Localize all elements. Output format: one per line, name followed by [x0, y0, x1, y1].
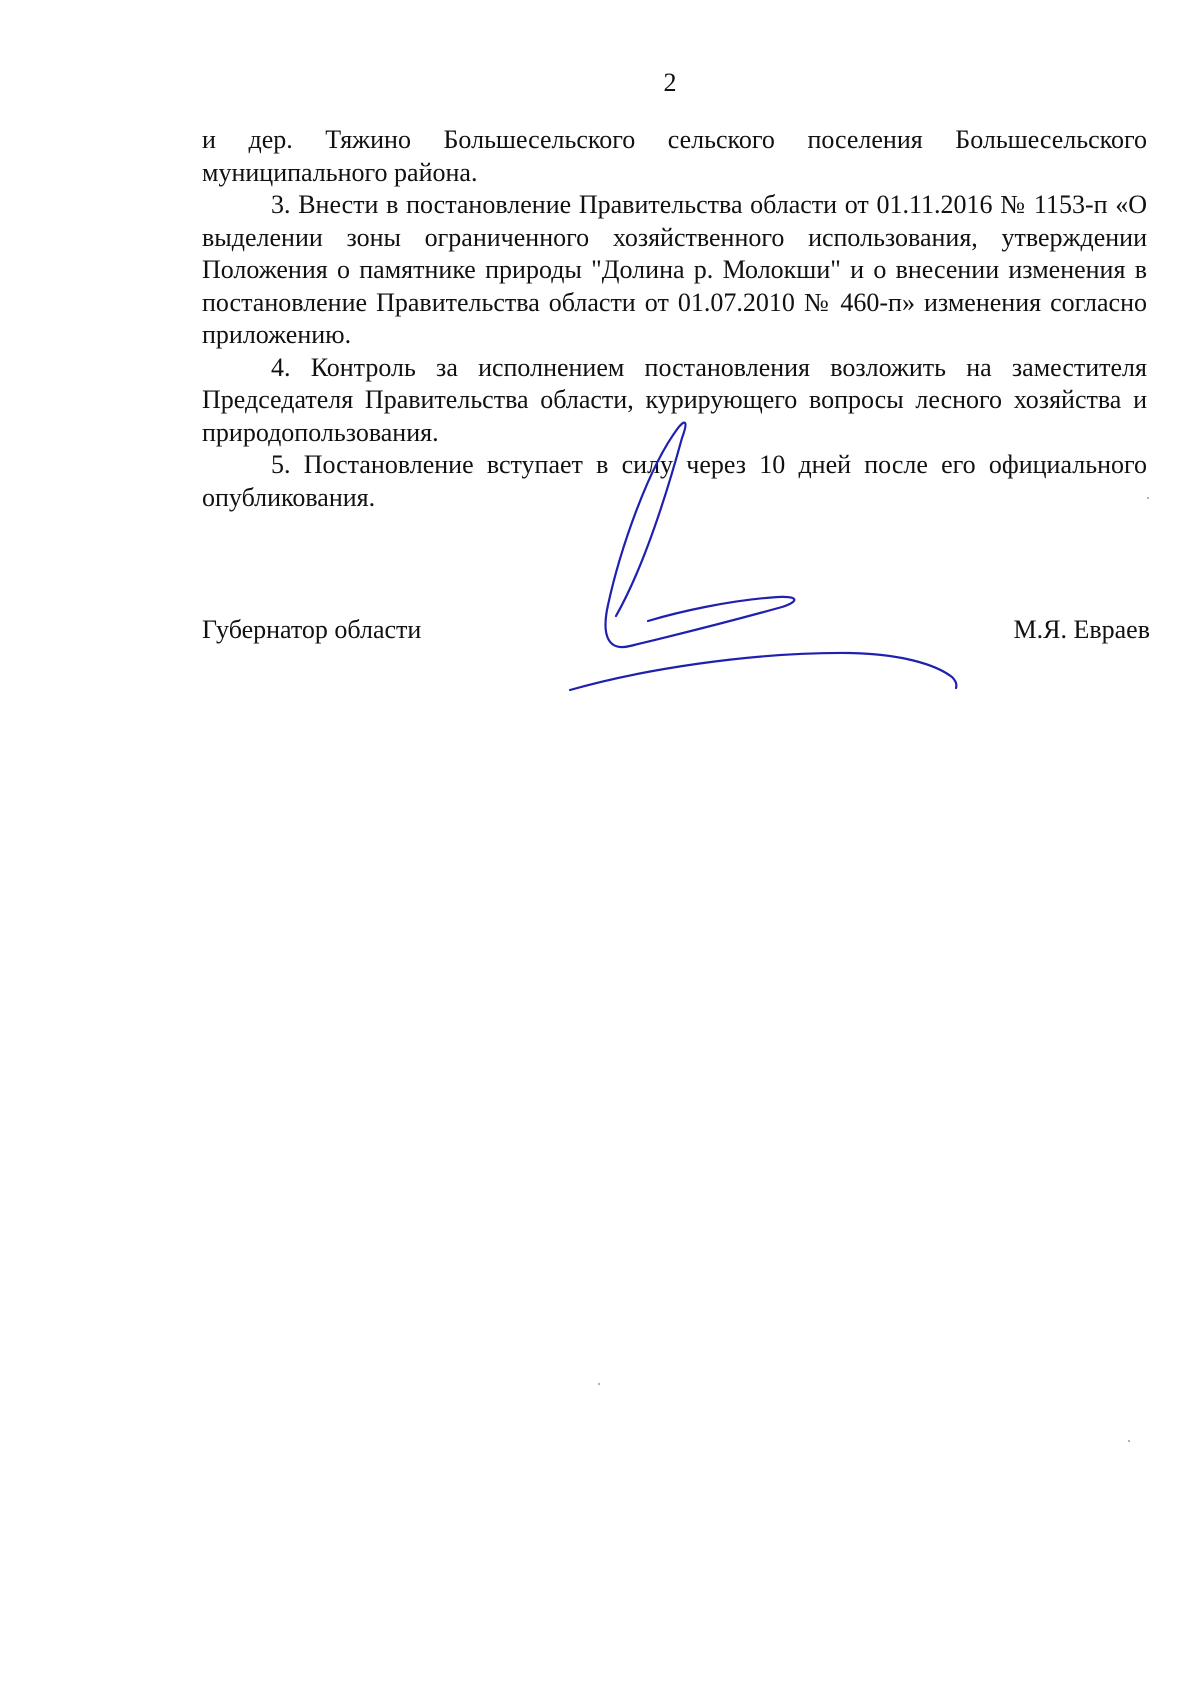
- signatory-title: Губернатор области: [202, 615, 422, 644]
- scan-speck: [598, 1383, 600, 1385]
- paragraph-continuation: и дер. Тяжино Большесельского сельского поселения Большесельского муниципального района.: [202, 125, 1147, 187]
- paragraph-item-5: 5. Постановление вступает в силу через 10 дней после его официального опубликования.: [202, 450, 1147, 512]
- page-number: 2: [663, 68, 677, 97]
- handwritten-signature: [570, 420, 1000, 700]
- signatory-name: М.Я. Евраев: [1013, 615, 1150, 644]
- scan-speck: [1147, 497, 1149, 499]
- signature-underline-stroke: [570, 653, 956, 690]
- signature-loop-stroke: [606, 423, 795, 648]
- paragraph-item-4: 4. Контроль за исполнением постановления возложить на заместителя Председателя Правительства области, курирующего вопросы лесного хозяйства и природопользования.: [202, 352, 1147, 447]
- paragraph-item-3: 3. Внести в постановление Правительства области от 01.11.2016 № 1153-п «О выделении зоны ограниченного хозяйственного использования, утверждении Положения о памятнике природы "Долина р. Молокши" и о внесении изменения в постановление Правительства области от 01.07.2010 № 460-п» изменения согласно приложению.: [202, 190, 1147, 349]
- scan-speck: [1128, 1440, 1130, 1442]
